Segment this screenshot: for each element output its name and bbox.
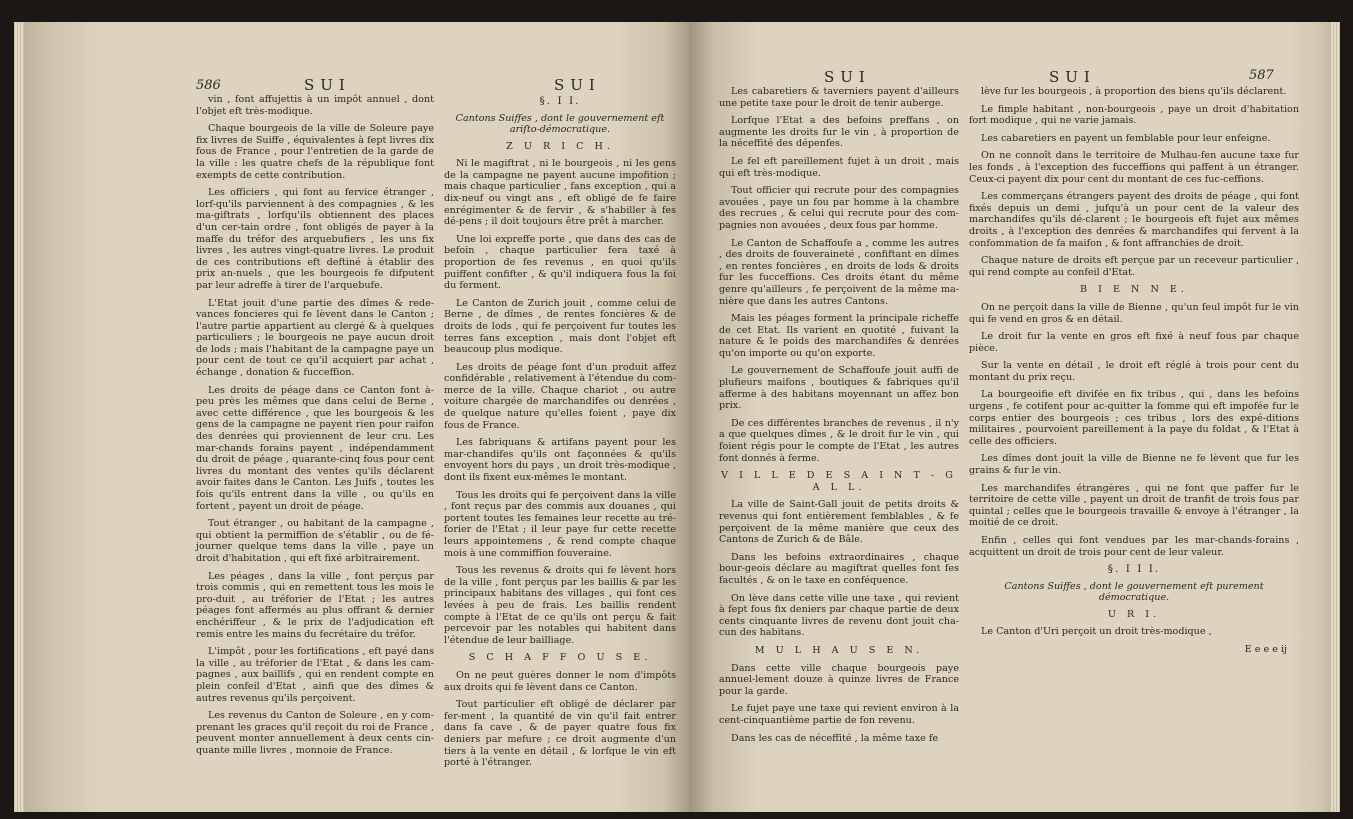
paragraph: Les dîmes dont jouit la ville de Bienne ne fe lèvent que fur les grains & fur le vin. bbox=[969, 453, 1299, 477]
city-heading-uri: U R I. bbox=[1107, 608, 1161, 620]
paragraph: Les péages , dans la ville , font perçus par trois commis , qui en remettent tous les mois le pro-duit , au tréforier de l'Etat ; les autres péages font affermés au plus offrant & dernier enchériffeur , & le prix de l'adjudication eft remis entre les mains du fecrétaire du tréfor. bbox=[196, 570, 434, 640]
paragraph: Tous les droits qui fe perçoivent dans la ville , font reçus par des commis aux douanes , qui portent toutes les femaines leur recette au tré-forier de l'Etat ; il leur paye fur cette recette leurs appointemens , & rend compte chaque mois à une commiffion fouveraine. bbox=[444, 489, 676, 559]
running-head-col2: SUI bbox=[1049, 68, 1096, 86]
right-page bbox=[689, 22, 1340, 812]
paragraph: Le fel eft pareillement fujet à un droit , mais qui eft très-modique. bbox=[719, 155, 959, 179]
open-book bbox=[14, 22, 1340, 812]
paragraph: La bourgeoifie eft divifée en fix tribus , qui , dans les befoins urgens , fe cotifent pour ac-quitter la fomme qui eft impofée fur le corps entier des bourgeois ; ces tribus , lors des expé-ditions militaires , pourvoient pareillement à la paye du foldat , & l'Etat à celle des officiers. bbox=[969, 389, 1299, 447]
paragraph: Une loi expreffe porte , que dans des cas de befoin , chaque particulier fera taxé à proportion de fes revenus , en quoi qu'ils puiffent confifter , & qu'il indiquera fous la foi du ferment. bbox=[444, 233, 676, 292]
paragraph: Tout officier qui recrute pour des compagnies avouées , paye un fou par homme à la chambre des recrues , & celui qui recrute pour des com-pagnies non avouées , deux fous par homme. bbox=[719, 185, 959, 231]
paragraph: Le Canton d'Uri perçoit un droit très-modique , bbox=[981, 626, 1212, 638]
paragraph: Les marchandifes étrangères , qui ne font que paffer fur le territoire de cette ville , payent un droit de tranfit de trois fous par quintal ; celles que le bourgeois travaille & envoye à l'étranger , la moitié de ce droit. bbox=[969, 482, 1299, 529]
paragraph: Les revenus du Canton de Soleure , en y com-prenant les graces qu'il reçoit du roi de France , peuvent monter annuellement à deux cents cin-quante mille livres , monnoie de France. bbox=[196, 710, 434, 756]
paragraph: On ne perçoit dans la ville de Bienne , qu'un feul impôt fur le vin qui fe vend en gros & en détail. bbox=[969, 301, 1299, 325]
paragraph: On ne connoît dans le territoire de Mulhau-fen aucune taxe fur les fonds , à l'exception des fucceffions qui paffent à un étranger. Ceux-ci payent dix pour cent du montant de ces fuc-ceffions. bbox=[969, 150, 1299, 185]
mulhausen-continued-text bbox=[969, 86, 1299, 278]
paragraph: Les droits de péage dans ce Canton font à-peu près les mêmes que dans celui de Berne , avec cette différence , que les bourgeois & les gens de la campagne ne payent rien pour raifon des denrées qui proviennent de leur cru. Les mar-chands forains payent , indépendamment du droit de péage , quarante-cinq fous pour cent livres du montant des ventes qu'ils déclarent avoir faites dans le Canton. Les Juifs , toutes les fois qu'ils entrent dans la ville , ou qu'ils en fortent , payent un droit de péage. bbox=[196, 384, 434, 512]
running-head: SUI bbox=[304, 76, 351, 94]
section-subtitle: Cantons Suiffes , dont le gouvernement eft ariſto-démocratique. bbox=[455, 112, 665, 135]
bienne-text bbox=[969, 302, 1299, 558]
running-head-col2: SUI bbox=[554, 76, 601, 94]
section-heading: §. I I I. bbox=[1107, 563, 1161, 576]
paragraph: Les officiers , qui font au fervice étranger , lorf-qu'ils parviennent à des compagnies , & les ma-giftrats , lorfqu'ils obtiennent des places d'un cer-tain ordre , font obligés de payer à la maffe du tréfor des arquebufiers , les uns fix livres , les autres vingt-quatre livres. Le produit de ces contributions eft deftiné à établir des prix an-nuels , que les bourgeois fe difputent par leur adreffe à tirer de l'arquebufe. bbox=[196, 187, 434, 291]
page-number: 587 bbox=[1249, 68, 1274, 83]
zurich-text bbox=[444, 158, 676, 646]
section-heading: §. I I. bbox=[539, 95, 581, 107]
paragraph: Chaque bourgeois de la ville de Soleure paye fix livres de Suiffe , équivalentes à fept livres dix fous de France , pour l'entretien de la garde de la ville : les quatre chefs de la république font exempts de cette contribution. bbox=[196, 123, 434, 181]
paragraph: On lève dans cette ville une taxe , qui revient à fept fous fix deniers par chaque partie de deux cents cinquante livres de revenu dont jouit cha-cun des habitans. bbox=[719, 592, 959, 639]
paragraph: Les droits de péage font d'un produit affez confidérable , relativement à l'étendue du com-merce de la ville. Chaque chariot , ou autre voiture chargée de marchandifes ou denrées , de quelque nature qu'elles foient , paye dix fous de France. bbox=[444, 361, 676, 431]
left-column-2 bbox=[444, 94, 676, 775]
page-number: 586 bbox=[196, 78, 221, 93]
paragraph: Dans les cas de néceffité , la même taxe fe bbox=[731, 732, 939, 744]
page-edge-right bbox=[1330, 22, 1340, 812]
paragraph: La ville de Saint-Gall jouit de petits droits & revenus qui font entièrement femblables , & fe perçoivent de la même manière que ceux des Cantons de Zurich & de Bâle. bbox=[719, 499, 959, 546]
paragraph: On ne peut guères donner le nom d'impôts aux droits qui fe lèvent dans ce Canton. bbox=[444, 669, 676, 693]
paragraph: Tous les revenus & droits qui fe lèvent hors de la ville , font perçus par les baillis & par les principaux habitans des villages , qui font ces levées à peu de frais. Les baillis rendent compte à l'Etat de ce qu'ils ont perçu & fait percevoir par les notables qui habitent dans l'étendue de leur bailliage. bbox=[444, 565, 676, 646]
schaffouse-text bbox=[444, 670, 676, 769]
city-heading-zurich: Z U R I C H. bbox=[506, 140, 614, 152]
right-column-1 bbox=[719, 86, 959, 750]
paragraph: De ces différentes branches de revenus , il n'y a que quelques dîmes , & le droit fur le vin , qui foient régis pour le compte de l'Etat , les autres font donnés à ferme. bbox=[719, 417, 959, 464]
city-heading-saint-gall: V I L L E D E S A I N T - G A L L. bbox=[721, 470, 957, 493]
city-heading-bienne: B I E N N E. bbox=[1080, 284, 1188, 296]
mulhausen-text bbox=[719, 663, 959, 745]
paragraph: Le Canton de Zurich jouit , comme celui de Berne , de dîmes , de rentes foncières & de droits de lods , qui fe perçoivent fur toutes les terres fans exception , mais dont l'objet eft beaucoup plus modique. bbox=[444, 297, 676, 356]
paragraph: Mais les péages forment la principale richeffe de cet Etat. Ils varient en quotité , fuivant la nature & le poids des marchandifes & denrées qu'on importe ou qu'on exporte. bbox=[719, 313, 959, 359]
page-edge-left bbox=[14, 22, 24, 812]
paragraph: Sur la vente en détail , le droit eft réglé à trois pour cent du montant du prix reçu. bbox=[969, 360, 1299, 383]
paragraph: L'Etat jouit d'une partie des dîmes & rede-vances foncieres qui fe lèvent dans le Canton ; l'autre partie appartient au clergé & à quelques particuliers ; le bourgeois ne paye aucun droit de lods ; mais l'habitant de la campagne paye un pour cent de tout ce qu'il acquiert par achat , échange , donation & fucceffion. bbox=[196, 297, 434, 379]
paragraph: Les cabaretiers en payent un femblable pour leur enfeigne. bbox=[981, 132, 1271, 144]
paragraph: Le Canton de Schaffoufe a , comme les autres , des droits de fouveraineté , confiftant en dîmes , en rentes foncières , en droits de lods & droits fur les fucceffions. Ces droits étant du même genre qu'ailleurs , fe perçoivent de la même ma-nière que dans les autres Cantons. bbox=[719, 237, 959, 307]
paragraph: Les commerçans étrangers payent des droits de péage , qui font fixés depuis un demi , jufqu'à un pour cent de la valeur des marchandifes qu'ils dé-clarent ; le bourgeois eft fujet aux mêmes droits , à l'exception des denrées & marchandifes qui fervent à la confommation de fa maifon , & font affranchies de droit. bbox=[969, 191, 1299, 249]
paragraph: Dans les befoins extraordinaires , chaque bour-geois déclare au magiftrat quelles font fes facultés , & on le taxe en conféquence. bbox=[719, 551, 959, 586]
signature-mark: E e e e ij bbox=[1244, 643, 1287, 655]
paragraph: Le fujet paye une taxe qui revient environ à la cent-cinquantième partie de fon revenu. bbox=[719, 703, 959, 726]
left-column-1 bbox=[196, 94, 434, 762]
paragraph: Dans cette ville chaque bourgeois paye annuel-lement douze à quinze livres de France pour la garde. bbox=[719, 662, 959, 697]
paragraph: vin , font affujettis à un impôt annuel , dont l'objet eft très-modique. bbox=[196, 94, 434, 117]
paragraph: L'impôt , pour les fortifications , eft payé dans la ville , au tréforier de l'Etat , & dans les cam-pagnes , aux baillifs , qui en rendent compte en plein confeil d'Etat , ainfi que des dîmes & autres revenus qu'ils perçoivent. bbox=[196, 646, 434, 704]
uri-text bbox=[969, 626, 1299, 638]
paragraph: Le droit fur la vente en gros eft fixé à neuf fous par chaque pièce. bbox=[969, 331, 1299, 354]
paragraph: Chaque nature de droits eft perçue par un receveur particulier , qui rend compte au confeil d'Etat. bbox=[969, 255, 1299, 278]
city-heading-mulhausen: M U L H A U S E N. bbox=[754, 644, 924, 656]
paragraph: Les cabaretiers & taverniers payent d'ailleurs une petite taxe pour le droit de tenir auberge. bbox=[719, 86, 959, 109]
paragraph: Tout étranger , ou habitant de la campagne , qui obtient la permiffion de s'établir , ou de fé-journer quelque tems dans la ville , paye un droit d'habitation , qui eft fixé arbitrairement. bbox=[196, 518, 434, 564]
paragraph: Ni le magiftrat , ni le bourgeois , ni les gens de la campagne ne payent aucune impofition ; mais chaque particulier , fans exception , qui a dix-neuf ou vingt ans , eft obligé de fe faire enrégimenter & de fervir , & s'habiller à fes dé-pens ; il doit toujours être prêt à marcher. bbox=[444, 158, 676, 228]
running-head: SUI bbox=[824, 68, 871, 86]
paragraph: Les fabriquans & artifans payent pour les mar-chandifes qu'ils ont façonnées & qu'ils envoyent hors du pays , un droit très-modique , dont ils fixent eux-mêmes le montant. bbox=[444, 437, 676, 484]
paragraph: Le gouvernement de Schaffoufe jouit auffi de plufieurs maifons , boutiques & fabriques qu'il afferme à des habitans moyennant un affez bon prix. bbox=[719, 365, 959, 412]
right-column-2 bbox=[969, 86, 1299, 656]
saint-gall-text bbox=[719, 499, 959, 639]
left-page bbox=[14, 22, 689, 812]
paragraph: Lorfque l'Etat a des befoins preffans , on augmente les droits fur le vin , à proportion de la néceffité des dépenfes. bbox=[719, 115, 959, 150]
section-subtitle: Cantons Suiffes , dont le gouvernement eft purement démocratique. bbox=[1004, 580, 1264, 603]
paragraph: Enfin , celles qui font vendues par les mar-chands-forains , acquittent un droit de trois pour cent de leur valeur. bbox=[969, 535, 1299, 558]
schaffouse-continued-text bbox=[719, 86, 959, 464]
paragraph: lève fur les bourgeois , à proportion des biens qu'ils déclarent. bbox=[981, 86, 1287, 97]
city-heading-schaffouse: S C H A F F O U S E. bbox=[468, 652, 652, 664]
paragraph: Le fimple habitant , non-bourgeois , paye un droit d'habitation fort modique , qui ne varie jamais. bbox=[969, 103, 1299, 127]
paragraph: Tout particulier eft obligé de déclarer par fer-ment , la quantité de vin qu'il fait entrer dans fa cave , & de payer quatre fous fix deniers par mefure ; ce droit augmente d'un tiers à la vente en détail , & lorfque le vin eft porté à l'étranger. bbox=[444, 699, 676, 769]
